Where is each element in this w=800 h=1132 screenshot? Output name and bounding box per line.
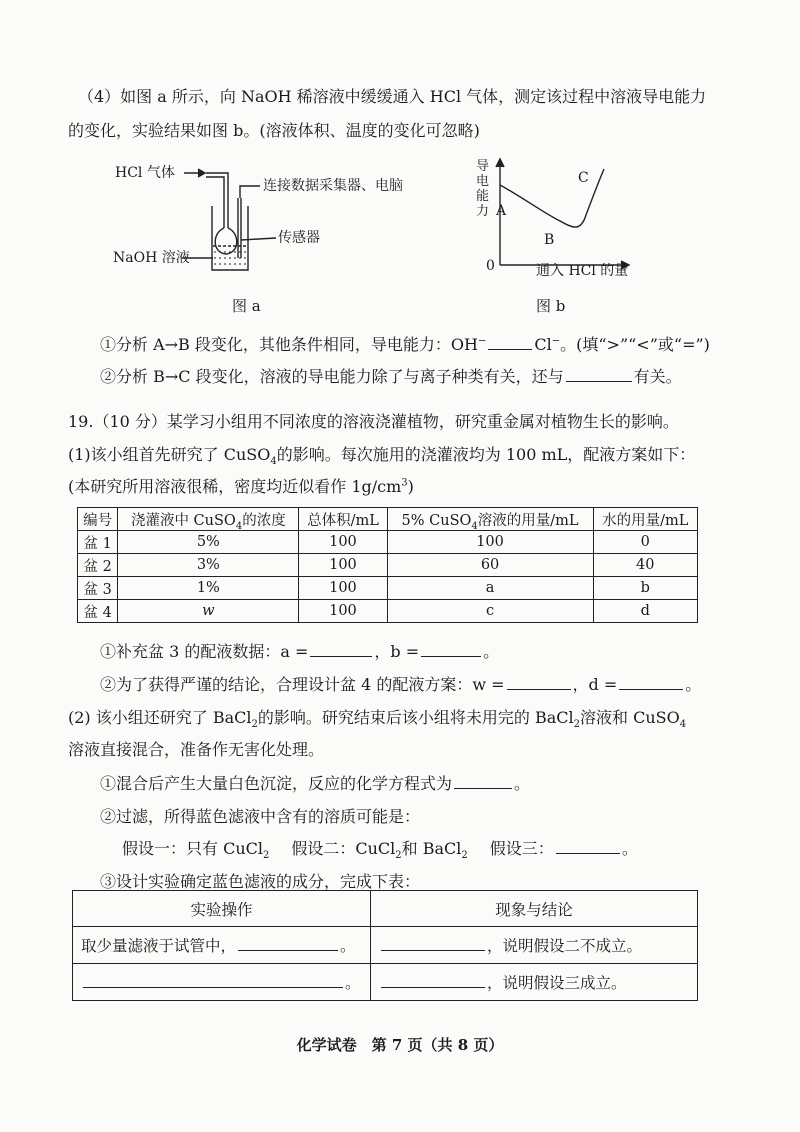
col-operation: 实验操作 <box>73 891 371 927</box>
sensor-probe <box>238 198 241 258</box>
col-total-volume: 总体积/mL <box>299 508 387 531</box>
answer-blank-operation2[interactable] <box>83 972 343 988</box>
point-b-label: B <box>544 232 555 248</box>
q19-sub1: ①补充盆 3 的配液数据：a = ，b = 。 <box>100 642 500 661</box>
q19-part2-line1: (2) 该小组还研究了 BaCl$_2$的影响。研究结束后该小组将未用完的 BaCl$_2$溶液和 CuSO$_4$ <box>68 708 687 731</box>
col-id: 编号 <box>78 508 118 531</box>
q19-part2-sub2: ②过滤，所得蓝色滤液中含有的溶质可能是： <box>100 807 421 826</box>
table-row: 盆 3 1% 100 a b <box>78 577 698 600</box>
q19-part1-intro: (1)该小组首先研究了 CuSO$_4$的影响。每次施用的浇灌液均为 100 mL，配液方案如下： <box>68 445 696 468</box>
conductivity-graph <box>470 155 670 320</box>
q19-part2-sub3: ③设计实验确定蓝色滤液的成分，完成下表： <box>100 872 421 891</box>
figure-a-caption: 图 a <box>232 297 261 315</box>
answer-blank-d[interactable] <box>619 674 683 690</box>
table-row: 盆 4 w 100 c d <box>78 600 698 623</box>
q19-part2-sub1: ①混合后产生大量白色沉淀，反应的化学方程式为 。 <box>100 774 531 793</box>
hypotheses-line: 假设一：只有 CuCl$_2$ 假设二：CuCl$_2$和 BaCl$_2$ 假设三： 。 <box>122 839 638 862</box>
q4-sub1: ①分析 A→B 段变化，其他条件相同，导电能力：OH− Cl−。(填“>”“<”或“=”) <box>100 335 710 354</box>
experiment-table-header <box>73 891 698 927</box>
figure-a <box>100 158 403 318</box>
q4-line2: 的变化，实验结果如图 b。(溶液体积、温度的变化可忽略) <box>68 121 480 140</box>
q19-part2-line2: 溶液直接混合，准备作无害化处理。 <box>68 740 325 759</box>
q4-line1: （4）如图 a 所示，向 NaOH 稀溶液中缓缓通入 HCl 气体，测定该过程中溶液导电能力 <box>78 87 707 106</box>
q4-sub2: ②分析 B→C 段变化，溶液的导电能力除了与离子种类有关，还与 有关。 <box>100 367 682 386</box>
col-stock-volume: 5% CuSO$_4$溶液的用量/mL <box>387 508 593 531</box>
page-footer: 化学试卷 第 7 页（共 8 页） <box>296 1036 504 1054</box>
answer-blank-b[interactable] <box>421 641 481 657</box>
figure-b-caption: 图 b <box>536 297 566 315</box>
dilution-table-header <box>78 508 698 531</box>
graph-xlabel: 通入 HCl 的量 <box>536 263 629 279</box>
experiment-table <box>72 890 698 1001</box>
col-concentration: 浇灌液中 CuSO$_4$的浓度 <box>118 508 299 531</box>
point-a-label: A <box>496 203 507 219</box>
q19-density-note: (本研究所用溶液很稀，密度均近似看作 $1g/cm^3$) <box>68 477 414 496</box>
answer-blank-w[interactable] <box>507 674 571 690</box>
beaker <box>212 206 248 270</box>
figure-b <box>470 155 670 320</box>
hcl-gas-label: HCl 气体 <box>115 165 175 181</box>
table-row: 盆 1 5% 100 100 0 <box>78 531 698 554</box>
graph-origin: 0 <box>486 258 495 274</box>
table-row: 。 ，说明假设三成立。 <box>73 964 698 1001</box>
table-row: 盆 2 3% 100 60 40 <box>78 554 698 577</box>
table-row: 取少量滤液于试管中， 。 ，说明假设二不成立。 <box>73 927 698 964</box>
answer-blank-equation[interactable] <box>454 773 512 789</box>
apparatus-diagram <box>100 158 400 318</box>
answer-blank-hypothesis3[interactable] <box>556 838 620 854</box>
gas-arrow-head <box>198 169 205 177</box>
col-water-volume: 水的用量/mL <box>593 508 697 531</box>
graph-ylabel: 导电能力 <box>476 159 490 219</box>
point-c-label: C <box>578 170 589 186</box>
naoh-solution-label: NaOH 溶液 <box>113 250 190 266</box>
dilution-table <box>77 507 698 623</box>
glass-tube <box>224 188 228 228</box>
answer-blank-phenomenon2[interactable] <box>381 972 485 988</box>
col-conclusion: 现象与结论 <box>371 891 698 927</box>
answer-blank-a[interactable] <box>310 641 372 657</box>
answer-blank-compare[interactable] <box>488 334 532 350</box>
connect-label: 连接数据采集器、电脑 <box>263 178 403 194</box>
gas-inlet-tube <box>206 173 228 188</box>
gas-bubbler <box>215 228 237 254</box>
y-axis-arrow <box>496 159 504 167</box>
sensor-wire <box>240 186 260 198</box>
sensor-leader-line <box>241 238 276 240</box>
answer-blank-operation1[interactable] <box>238 935 338 951</box>
answer-blank-phenomenon1[interactable] <box>381 935 485 951</box>
answer-blank-factor[interactable] <box>566 366 632 382</box>
q19-heading: 19.（10 分）某学习小组用不同浓度的溶液浇灌植物，研究重金属对植物生长的影响。 <box>68 412 679 431</box>
q19-sub2: ②为了获得严谨的结论，合理设计盆 4 的配液方案：w = ，d = 。 <box>100 675 702 694</box>
sensor-label: 传感器 <box>278 230 320 246</box>
